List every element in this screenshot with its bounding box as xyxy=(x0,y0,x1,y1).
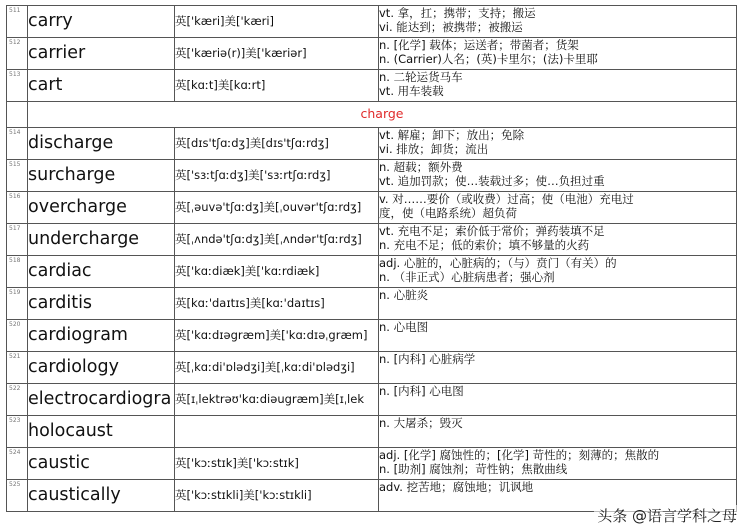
meaning-line: adv. 挖苦地；腐蚀地；讥讽地 xyxy=(379,480,534,494)
row-number-cell xyxy=(7,448,28,480)
meaning-line: vt. 充电不足；索价低于常价；弹药装填不足 xyxy=(379,224,605,238)
table-row xyxy=(7,288,737,320)
meaning-line: n. 心脏炎 xyxy=(379,288,429,302)
meaning-line: n. [助剂] 腐蚀剂；苛性钠；焦散曲线 xyxy=(379,462,568,476)
meaning-line: n. 超载；额外费 xyxy=(379,160,463,174)
meaning-line: n. （非正式）心脏病患者；强心剂 xyxy=(379,270,555,284)
row-number-cell xyxy=(7,128,28,160)
word-cell: cardiac xyxy=(28,256,175,288)
meaning-cell xyxy=(379,38,737,70)
meaning-line: adj. 心脏的，心脏病的；（与）贲门（有关）的 xyxy=(379,256,617,270)
meaning-line: vi. 排放；卸货；流出 xyxy=(379,142,489,156)
word-cell: carrier xyxy=(28,38,175,70)
table-body-bottom xyxy=(7,128,737,512)
row-number-cell xyxy=(7,288,28,320)
phonetic-cell: 英[ˌəuvə'tʃɑːdʒ]美[ˌouvər'tʃɑːrdʒ] xyxy=(175,192,379,224)
meaning-cell xyxy=(379,192,737,224)
row-number: 520 xyxy=(9,321,21,328)
meaning-line: vt. 拿，扛；携带；支持；搬运 xyxy=(379,6,536,20)
row-number: 523 xyxy=(9,417,21,424)
row-number: 514 xyxy=(9,129,21,136)
word-cell: surcharge xyxy=(28,160,175,192)
meaning-line: vt. 用车装载 xyxy=(379,84,444,98)
table-row xyxy=(7,128,737,160)
table-row xyxy=(7,38,737,70)
phonetic-cell: 英['sɜːtʃɑːdʒ]美['sɜːrtʃɑːrdʒ] xyxy=(175,160,379,192)
word-cell: cart xyxy=(28,70,175,102)
row-number-cell xyxy=(7,160,28,192)
row-number: 515 xyxy=(9,161,21,168)
phonetic-cell xyxy=(175,416,379,448)
row-number-cell xyxy=(7,416,28,448)
phonetic-cell: 英['kɑːdiæk]美['kɑːrdiæk] xyxy=(175,256,379,288)
phonetic-cell: 英[dɪs'tʃɑːdʒ]美[dɪs'tʃɑːrdʒ] xyxy=(175,128,379,160)
table-row xyxy=(7,160,737,192)
row-number: 524 xyxy=(9,449,21,456)
row-number: 518 xyxy=(9,257,21,264)
phonetic-cell: 英[ɪˌlektrəʊ'kɑːdiəugræm]美[ɪˌlek xyxy=(175,384,379,416)
section-row xyxy=(7,102,737,128)
meaning-cell xyxy=(379,70,737,102)
row-number: 525 xyxy=(9,481,21,488)
row-number: 521 xyxy=(9,353,21,360)
table-body-top xyxy=(7,6,737,102)
word-cell: cardiogram xyxy=(28,320,175,352)
phonetic-cell: 英['kɔːstɪkli]美['kɔːstɪkli] xyxy=(175,480,379,512)
table-row xyxy=(7,70,737,102)
watermark-text: 头条 @语言学科之母 xyxy=(594,505,740,526)
meaning-cell xyxy=(379,320,737,352)
meaning-cell xyxy=(379,224,737,256)
row-number-cell xyxy=(7,70,28,102)
phonetic-cell: 英[kɑː'daɪtɪs]美[kɑː'daɪtɪs] xyxy=(175,288,379,320)
meaning-cell xyxy=(379,384,737,416)
word-cell: electrocardiogra xyxy=(28,384,175,416)
meaning-line: 度，使（电路系统）超负荷 xyxy=(379,206,517,220)
row-number-cell xyxy=(7,320,28,352)
row-number-cell xyxy=(7,192,28,224)
word-cell: carditis xyxy=(28,288,175,320)
word-cell: caustic xyxy=(28,448,175,480)
word-cell: caustically xyxy=(28,480,175,512)
table-row xyxy=(7,224,737,256)
row-number-cell xyxy=(7,6,28,38)
section-num-cell xyxy=(7,102,28,128)
row-number-cell xyxy=(7,38,28,70)
table-row xyxy=(7,6,737,38)
table-row xyxy=(7,416,737,448)
meaning-line: v. 对……要价（或收费）过高；使（电池）充电过 xyxy=(379,192,634,206)
word-cell: carry xyxy=(28,6,175,38)
row-number: 512 xyxy=(9,39,21,46)
table-row xyxy=(7,320,737,352)
phonetic-cell: 英['kɔːstɪk]美['kɔːstɪk] xyxy=(175,448,379,480)
meaning-line: n. 大屠杀；毁灭 xyxy=(379,416,463,430)
meaning-cell xyxy=(379,352,737,384)
phonetic-cell: 英[kɑːt]美[kɑːrt] xyxy=(175,70,379,102)
vocabulary-table xyxy=(6,5,737,512)
phonetic-cell: 英['kæriə(r)]美['kæriər] xyxy=(175,38,379,70)
table-row xyxy=(7,352,737,384)
meaning-line: n. (Carrier)人名；(英)卡里尔；(法)卡里耶 xyxy=(379,52,598,66)
table-row xyxy=(7,192,737,224)
phonetic-cell: 英[ˌkɑːdi'ɒlədʒi]美[ˌkɑːdi'ɒlədʒi] xyxy=(175,352,379,384)
table-row xyxy=(7,384,737,416)
meaning-line: n. 充电不足；低的索价；填不够量的火药 xyxy=(379,238,590,252)
meaning-line: n. [内科] 心电图 xyxy=(379,384,464,398)
row-number-cell xyxy=(7,256,28,288)
meaning-line: adj. [化学] 腐蚀性的；[化学] 苛性的；刻薄的；焦散的 xyxy=(379,448,660,462)
meaning-cell xyxy=(379,160,737,192)
meaning-cell xyxy=(379,256,737,288)
row-number: 513 xyxy=(9,71,21,78)
meaning-cell xyxy=(379,288,737,320)
meaning-cell xyxy=(379,448,737,480)
meaning-line: vt. 解雇；卸下；放出；免除 xyxy=(379,128,525,142)
table-row xyxy=(7,448,737,480)
meaning-cell xyxy=(379,128,737,160)
word-cell: holocaust xyxy=(28,416,175,448)
row-number: 516 xyxy=(9,193,21,200)
word-cell: undercharge xyxy=(28,224,175,256)
word-cell: discharge xyxy=(28,128,175,160)
section-label: charge xyxy=(28,102,737,128)
meaning-line: n. 二轮运货马车 xyxy=(379,70,463,84)
row-number: 511 xyxy=(9,7,21,14)
row-number-cell xyxy=(7,224,28,256)
row-number-cell xyxy=(7,480,28,512)
phonetic-cell: 英['kæri]美['kæri] xyxy=(175,6,379,38)
meaning-cell xyxy=(379,416,737,448)
table-row xyxy=(7,256,737,288)
word-cell: overcharge xyxy=(28,192,175,224)
row-number: 522 xyxy=(9,385,21,392)
section-row-group xyxy=(7,102,737,128)
phonetic-cell: 英['kɑːdɪəgræm]美['kɑːdɪəˌgræm] xyxy=(175,320,379,352)
meaning-line: n. [化学] 载体；运送者；带菌者；货架 xyxy=(379,38,579,52)
row-number: 517 xyxy=(9,225,21,232)
row-number: 519 xyxy=(9,289,21,296)
meaning-line: vt. 追加罚款；使…装载过多；使…负担过重 xyxy=(379,174,605,188)
phonetic-cell: 英[ˌʌndə'tʃɑːdʒ]美[ˌʌndər'tʃɑːrdʒ] xyxy=(175,224,379,256)
meaning-line: vi. 能达到；被携带；被搬运 xyxy=(379,20,523,34)
meaning-line: n. 心电图 xyxy=(379,320,429,334)
meaning-cell xyxy=(379,6,737,38)
word-cell: cardiology xyxy=(28,352,175,384)
row-number-cell xyxy=(7,352,28,384)
meaning-line: n. [内科] 心脏病学 xyxy=(379,352,476,366)
row-number-cell xyxy=(7,384,28,416)
